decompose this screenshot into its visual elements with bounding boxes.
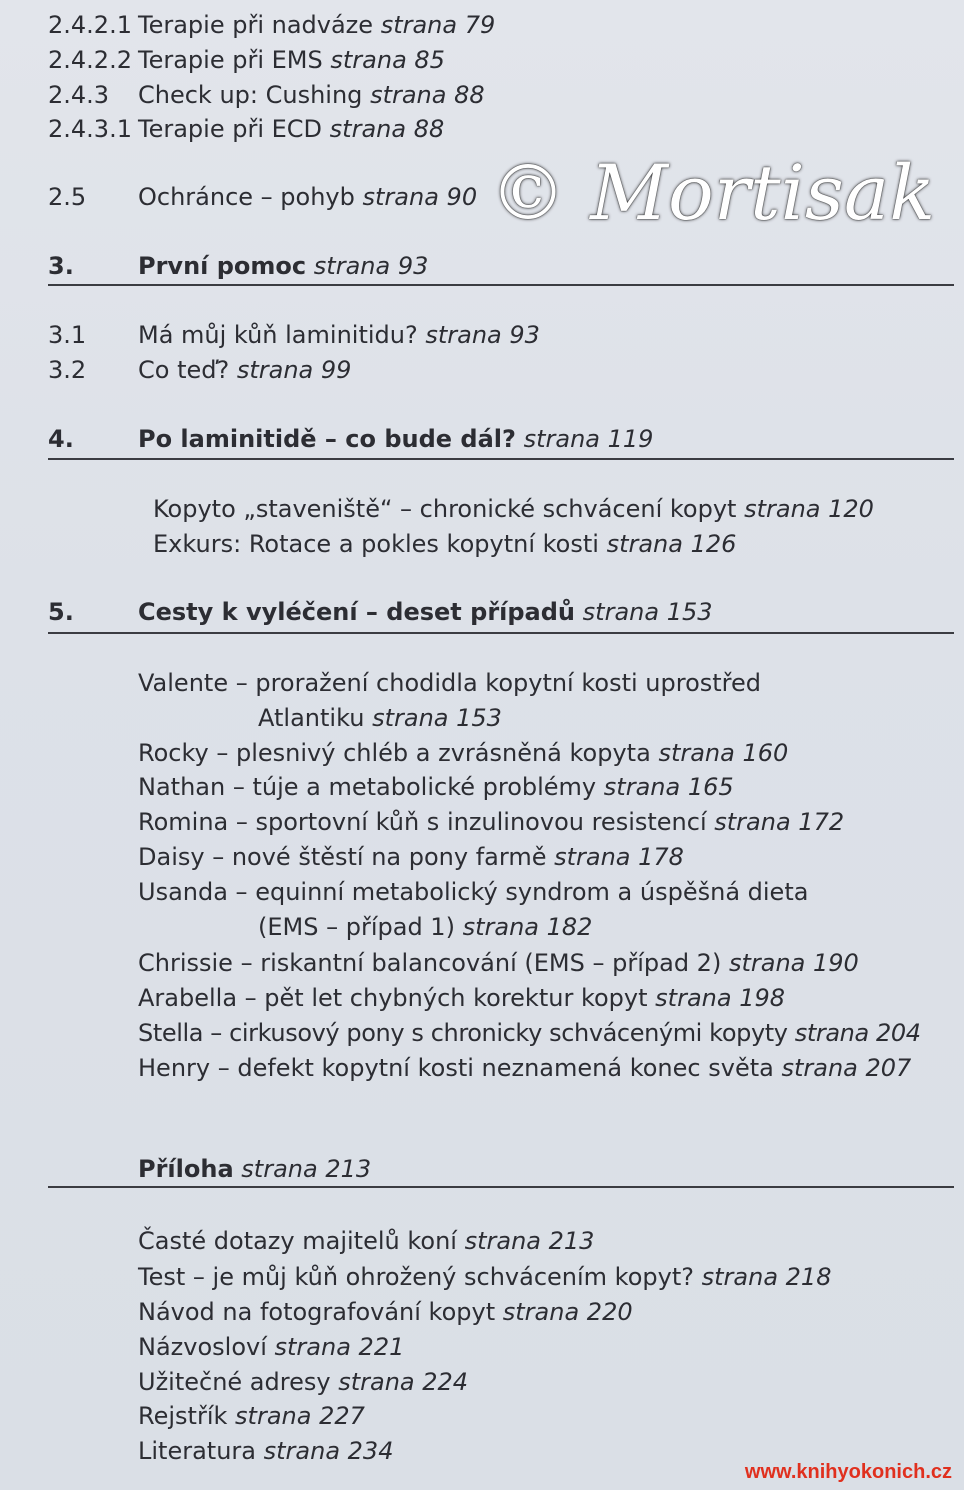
toc-entry — [138, 738, 788, 768]
section-divider — [48, 1186, 954, 1188]
toc-page: strana 220 — [502, 1298, 633, 1326]
toc-page: strana 88 — [370, 81, 485, 109]
toc-page: strana 190 — [728, 949, 859, 977]
toc-page: strana 182 — [462, 913, 593, 941]
toc-number: 2.5 — [48, 183, 87, 211]
toc-page: strana 79 — [380, 11, 496, 39]
toc-number: 2.4.3.1 — [48, 115, 132, 143]
toc-title: Romina – sportovní kůň s inzulinovou resistencí — [138, 808, 707, 836]
toc-page: strana 204 — [794, 1019, 921, 1047]
toc-page: strana 126 — [606, 530, 737, 558]
toc-title: Má můj kůň laminitidu? — [138, 321, 418, 349]
toc-title: Kopyto „staveniště“ – chronické schvácení kopyt — [153, 495, 737, 523]
toc-entry — [138, 1226, 594, 1256]
section-divider — [48, 284, 954, 286]
toc-page: strana 218 — [701, 1263, 832, 1291]
toc-page: strana 160 — [658, 739, 789, 767]
toc-entry — [138, 1401, 365, 1431]
toc-page: strana 90 — [362, 183, 478, 211]
toc-entry — [138, 182, 477, 212]
chapter-heading — [138, 251, 428, 281]
chapter-title: První pomoc — [138, 252, 307, 280]
toc-title: Terapie při nadváze — [138, 11, 374, 39]
toc-title: Usanda – equinní metabolický syndrom a úspěšná dieta — [138, 878, 809, 906]
chapter-heading — [138, 597, 713, 627]
toc-entry — [138, 807, 844, 837]
chapter-heading — [138, 424, 653, 454]
toc-entry — [138, 1018, 921, 1048]
toc-page: strana 178 — [554, 843, 684, 871]
toc-entry — [138, 10, 495, 40]
toc-entry — [138, 80, 485, 110]
toc-title: Co teď? — [138, 356, 230, 384]
toc-number: 3.2 — [48, 356, 87, 384]
toc-entry-continued — [258, 912, 592, 942]
section-divider — [48, 458, 954, 460]
chapter-page: strana 213 — [241, 1155, 372, 1183]
toc-number: 2.4.2.2 — [48, 46, 132, 74]
chapter-page: strana 119 — [523, 425, 654, 453]
toc-title: Názvosloví — [138, 1333, 267, 1361]
toc-entry — [138, 948, 859, 978]
toc-entry — [138, 1053, 911, 1083]
toc-title-cont: (EMS – případ 1) — [258, 913, 455, 941]
toc-entry-continued — [258, 703, 502, 733]
toc-page: strana 227 — [235, 1402, 365, 1430]
toc-entry — [138, 983, 785, 1013]
toc-title: Chrissie – riskantní balancování (EMS – případ 2) — [138, 949, 722, 977]
toc-title: Arabella – pět let chybných korektur kopyt — [138, 984, 648, 1012]
toc-entry — [138, 772, 734, 802]
toc-entry — [138, 355, 351, 385]
toc-page: strana 224 — [338, 1368, 469, 1396]
toc-page: strana 88 — [329, 115, 445, 143]
toc-title: Check up: Cushing — [138, 81, 363, 109]
toc-page: strana 198 — [655, 984, 786, 1012]
toc-page: strana 153 — [372, 704, 502, 732]
toc-entry — [138, 842, 684, 872]
toc-title: Terapie při ECD — [138, 115, 323, 143]
toc-page: strana 93 — [425, 321, 540, 349]
toc-entry — [138, 668, 761, 698]
toc-title: Stella – cirkusový pony s chronicky schvácenými kopyty — [138, 1019, 788, 1047]
toc-title: Časté dotazy majitelů koní — [138, 1227, 457, 1255]
toc-number: 2.4.2.1 — [48, 11, 132, 39]
chapter-number: 3. — [48, 252, 74, 280]
toc-title-cont: Atlantiku — [258, 704, 365, 732]
footer-url: www.knihyokonich.cz — [744, 1461, 952, 1483]
toc-entry — [138, 1436, 393, 1466]
chapter-page: strana 153 — [582, 598, 713, 626]
chapter-heading — [138, 1154, 371, 1184]
toc-entry — [138, 1262, 831, 1292]
toc-page: strana 120 — [744, 495, 874, 523]
toc-title: Daisy – nové štěstí na pony farmě — [138, 843, 547, 871]
toc-title: Exkurs: Rotace a pokles kopytní kosti — [153, 530, 599, 558]
toc-title: Návod na fotografování kopyt — [138, 1298, 496, 1326]
toc-title: Valente – proražení chodidla kopytní kosti uprostřed — [138, 669, 762, 697]
toc-number: 2.4.3 — [48, 81, 110, 109]
section-divider — [48, 632, 954, 634]
toc-page: strana 221 — [274, 1333, 405, 1361]
toc-entry — [138, 320, 540, 350]
toc-title: Rocky – plesnivý chléb a zvrásněná kopyta — [138, 739, 651, 767]
toc-entry — [138, 45, 445, 75]
toc-title: Terapie při EMS — [138, 46, 323, 74]
toc-title: Rejstřík — [138, 1402, 228, 1430]
toc-entry — [138, 1367, 468, 1397]
toc-page: strana 99 — [236, 356, 352, 384]
toc-title: Literatura — [138, 1437, 256, 1465]
toc-entry — [138, 877, 808, 907]
toc-page: strana 165 — [603, 773, 734, 801]
toc-entry — [153, 529, 736, 559]
appendix-title: Příloha — [138, 1155, 234, 1183]
watermark: © Mortisak — [490, 148, 936, 237]
toc-page: strana 213 — [464, 1227, 595, 1255]
toc-title: Henry – defekt kopytní kosti neznamená konec světa — [138, 1054, 774, 1082]
toc-number: 3.1 — [48, 321, 87, 349]
toc-title: Ochránce – pohyb — [138, 183, 355, 211]
chapter-page: strana 93 — [313, 252, 429, 280]
toc-page: strana 172 — [714, 808, 845, 836]
chapter-number: 5. — [48, 598, 74, 626]
toc-title: Nathan – túje a metabolické problémy — [138, 773, 597, 801]
toc-page: strana 234 — [263, 1437, 394, 1465]
chapter-title: Cesty k vyléčení – deset případů — [138, 598, 576, 626]
toc-page: strana 207 — [781, 1054, 912, 1082]
chapter-title: Po laminitidě – co bude dál? — [138, 425, 516, 453]
toc-entry — [153, 494, 874, 524]
toc-title: Užitečné adresy — [138, 1368, 331, 1396]
toc-entry — [138, 114, 444, 144]
toc-entry — [138, 1297, 633, 1327]
toc-title: Test – je můj kůň ohrožený schvácením kopyt? — [138, 1263, 694, 1291]
chapter-number: 4. — [48, 425, 74, 453]
toc-page: strana 85 — [330, 46, 445, 74]
toc-entry — [138, 1332, 404, 1362]
